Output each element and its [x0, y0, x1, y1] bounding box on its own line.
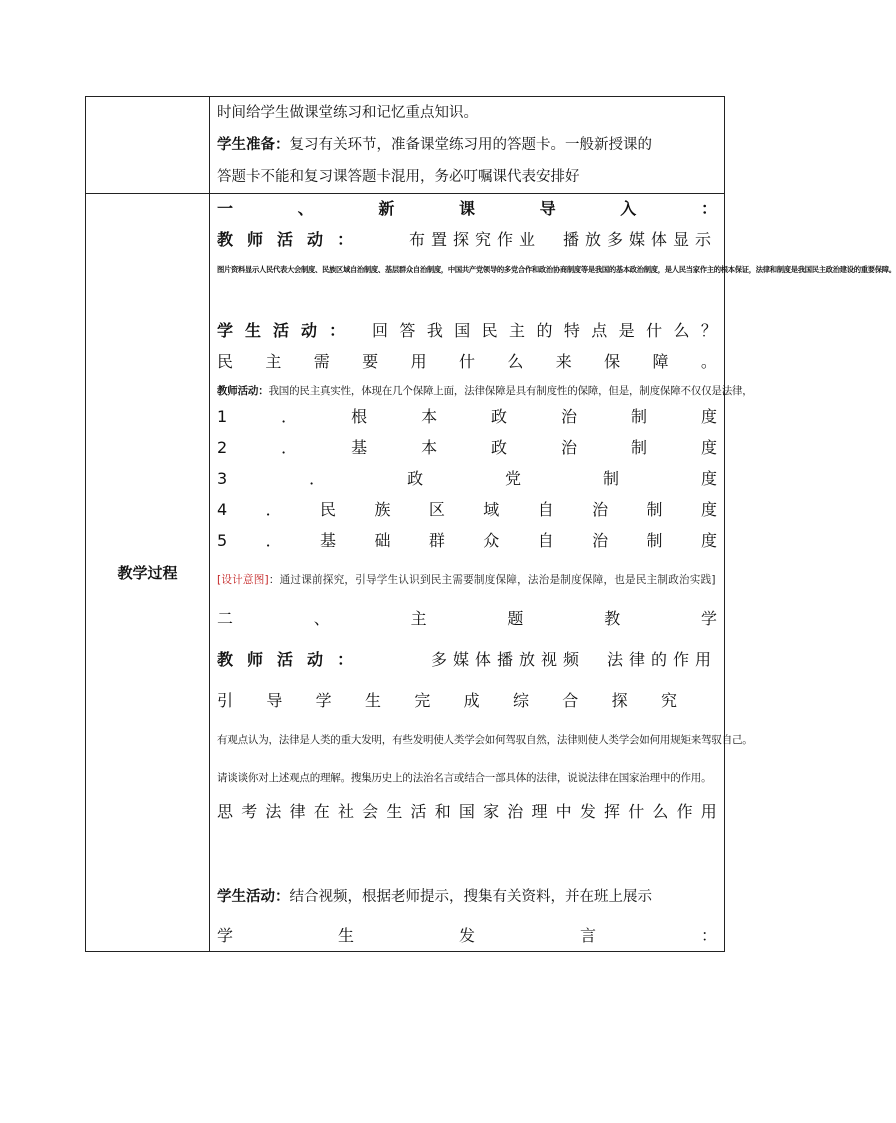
char: 动 [301, 321, 318, 340]
char: 基 [351, 438, 368, 457]
char: 国 [458, 802, 475, 821]
char: 民 [481, 321, 498, 340]
char: 生 [364, 691, 381, 710]
char: 度 [700, 531, 717, 550]
char: 二 [217, 609, 234, 628]
design-intent-tag: [设计意图] [217, 574, 269, 586]
char: 生 [386, 802, 403, 821]
char: 度 [700, 407, 717, 426]
char: 度 [700, 438, 717, 457]
char: 是 [618, 321, 635, 340]
table-row [86, 97, 725, 194]
char: 治 [561, 407, 578, 426]
char: 入 [620, 199, 637, 218]
char: 保 [604, 352, 621, 371]
char: ： [700, 199, 717, 218]
teacher-activity-label [217, 224, 353, 255]
char: 区 [428, 500, 445, 519]
empty-label-cell [86, 97, 210, 194]
system-item [217, 525, 717, 556]
char: 教 [217, 230, 234, 249]
multimedia-description-line: 图片资料显示人民代表大会制度、民族区域自治制度、基层群众自治制度，中国共产党领导的多党合作和政治协商制度等是我国的基本政治制度，是人民当家作主的根本保证，法律和制度是我国民主政治建设的重要保障。 [217, 265, 896, 274]
char: 回 [372, 321, 389, 340]
char: 合 [562, 691, 579, 710]
char: 基 [320, 531, 337, 550]
char: 考 [241, 802, 258, 821]
char: 在 [313, 802, 330, 821]
char: 自 [537, 531, 554, 550]
char: 思 [217, 802, 234, 821]
system-item [217, 432, 717, 463]
char: 主 [265, 352, 282, 371]
design-intent-text: ：通过课前探究，引导学生认识到民主需要制度保障，法治是制度保障，也是民主制政治实践] [268, 574, 716, 586]
political-systems-list [217, 401, 717, 556]
char: ： [329, 321, 346, 340]
char: 什 [646, 321, 663, 340]
char: 政 [491, 438, 508, 457]
char: 的 [536, 321, 553, 340]
char: 1 [217, 407, 228, 426]
char: 动 [307, 650, 324, 669]
char: ： [700, 925, 717, 945]
char: 教 [217, 650, 234, 669]
student-preparation-line [217, 129, 717, 161]
char: 挥 [604, 802, 621, 821]
think-question-line [217, 796, 717, 827]
char: 家 [483, 802, 500, 821]
teacher-explanation-text: 我国的民主真实性，体现在几个保障上面，法律保障是具有制度性的保障，但是，制度保障不仅仅是法律， [268, 385, 753, 397]
spacer [217, 827, 717, 881]
system-item [217, 401, 717, 432]
char: 律 [289, 802, 306, 821]
char: 成 [463, 691, 480, 710]
char: 治 [507, 802, 524, 821]
section2-teacher-activity [217, 644, 717, 675]
guide-inquiry-line [217, 685, 717, 716]
student-activity-label: 学生活动： [217, 889, 290, 905]
char: ： [337, 650, 354, 669]
char: 础 [374, 531, 391, 550]
teaching-process-cell [210, 194, 896, 952]
char: 活 [410, 802, 427, 821]
char: 主 [410, 609, 427, 628]
char: 社 [337, 802, 354, 821]
section1-student-question1 [217, 315, 717, 346]
char: 师 [247, 650, 264, 669]
char: 答 [399, 321, 416, 340]
char: 会 [362, 802, 379, 821]
char: 政 [491, 407, 508, 426]
char: 生 [337, 925, 354, 945]
char: 需 [313, 352, 330, 371]
char: 要 [362, 352, 379, 371]
table-row [86, 194, 725, 952]
system-item [217, 463, 717, 494]
char: 本 [421, 438, 438, 457]
char: 我 [426, 321, 443, 340]
char: 言 [579, 925, 596, 945]
teacher-explanation-line [217, 381, 753, 401]
char: 法 [265, 802, 282, 821]
char: 新 [378, 199, 395, 218]
char: 制 [630, 407, 647, 426]
char: 和 [434, 802, 451, 821]
char: 么 [673, 321, 690, 340]
char: 党 [505, 469, 522, 488]
char: 根 [351, 407, 368, 426]
practice-time-line: 时间给学生做课堂练习和记忆重点知识。 [217, 105, 478, 121]
char: 学 [700, 609, 717, 628]
char: ？ [700, 321, 717, 340]
teaching-process-label: 教学过程 [86, 194, 210, 952]
char: 2 [217, 438, 228, 457]
char: 。 [700, 352, 717, 371]
char: 点 [591, 321, 608, 340]
char: 、 [313, 609, 330, 628]
char: 生 [245, 321, 262, 340]
student-speech-line [217, 919, 717, 951]
char: 学 [315, 691, 332, 710]
char: 究 [660, 691, 677, 710]
char: ． [281, 407, 298, 426]
char: 4 [217, 500, 228, 519]
char: 制 [630, 438, 647, 457]
char: 一 [217, 199, 234, 218]
research-task-line: 请谈谈你对上述观点的理解。搜集历史上的法治名言或结合一部具体的法律，说说法律在国家治理中的作用。 [217, 772, 712, 784]
char: 综 [512, 691, 529, 710]
char: 用 [700, 802, 717, 821]
char: 众 [483, 531, 500, 550]
char: 学 [217, 321, 234, 340]
char: 5 [217, 531, 228, 550]
char: 自 [537, 500, 554, 519]
char: 治 [592, 531, 609, 550]
teacher-explanation-label: 教师活动： [217, 385, 269, 397]
section1-teacher-activity [217, 224, 717, 255]
char: 民 [217, 352, 234, 371]
char: 导 [266, 691, 283, 710]
char: 活 [273, 321, 290, 340]
char: ． [281, 438, 298, 457]
char: 作 [676, 802, 693, 821]
char: 3 [217, 469, 228, 488]
section1-heading [217, 194, 717, 224]
student-preparation-label: 学生准备： [217, 137, 290, 153]
char: 活 [277, 230, 294, 249]
char: 制 [646, 531, 663, 550]
char: 完 [414, 691, 431, 710]
char: 什 [628, 802, 645, 821]
char: 什 [458, 352, 475, 371]
char: 动 [307, 230, 324, 249]
student-activity-text: 结合视频，根据老师提示，搜集有关资料，并在班上展示 [289, 889, 652, 905]
char: 么 [507, 352, 524, 371]
law-viewpoint-line: 有观点认为，法律是人类的重大发明，有些发明使人类学会如何驾驭自然，法律则使人类学会如何用规矩来驾驭自己。 [217, 734, 753, 746]
teacher-activity-label [217, 644, 353, 675]
char: 障 [652, 352, 669, 371]
section2-student-activity [217, 881, 717, 913]
char: ． [265, 531, 282, 550]
char: 教 [604, 609, 621, 628]
student-preparation-text: 复习有关环节，准备课堂练习用的答题卡。一般新授课的 [289, 137, 652, 153]
student-question-text [372, 315, 717, 346]
preparation-cell [210, 97, 725, 194]
char: 民 [320, 500, 337, 519]
char: 题 [507, 609, 524, 628]
char: 国 [454, 321, 471, 340]
char: 么 [652, 802, 669, 821]
char: 政 [407, 469, 424, 488]
char: 群 [428, 531, 445, 550]
char: 探 [611, 691, 628, 710]
spacer [217, 281, 717, 315]
char: 治 [561, 438, 578, 457]
char: 引 [217, 691, 234, 710]
char: 来 [555, 352, 572, 371]
student-activity-label [217, 315, 345, 346]
char: 发 [458, 925, 475, 945]
char: 制 [646, 500, 663, 519]
char: 学 [217, 925, 234, 945]
char: 用 [410, 352, 427, 371]
char: 域 [483, 500, 500, 519]
char: 理 [531, 802, 548, 821]
char: 度 [700, 500, 717, 519]
lesson-plan-table [85, 96, 896, 952]
answer-card-line: 答题卡不能和复习课答题卡混用，务必叮嘱课代表安排好 [217, 169, 580, 185]
section2-heading [217, 604, 717, 634]
teacher-activity-text: 布置探究作业 播放多媒体显示 [408, 230, 717, 249]
char: 特 [563, 321, 580, 340]
char: 族 [374, 500, 391, 519]
char: 师 [247, 230, 264, 249]
char: 度 [700, 469, 717, 488]
design-intent-line [217, 570, 717, 590]
char: 活 [277, 650, 294, 669]
system-item [217, 494, 717, 525]
char: ． [309, 469, 326, 488]
section1-student-question2 [217, 346, 717, 377]
char: ． [265, 500, 282, 519]
char: 制 [602, 469, 619, 488]
teacher-activity-text: 多媒体播放视频 法律的作用 [430, 650, 717, 669]
char: 课 [458, 199, 475, 218]
char: 主 [509, 321, 526, 340]
char: 、 [297, 199, 314, 218]
char: 导 [539, 199, 556, 218]
char: ： [337, 230, 354, 249]
char: 本 [421, 407, 438, 426]
char: 治 [592, 500, 609, 519]
char: 中 [555, 802, 572, 821]
char: 发 [579, 802, 596, 821]
